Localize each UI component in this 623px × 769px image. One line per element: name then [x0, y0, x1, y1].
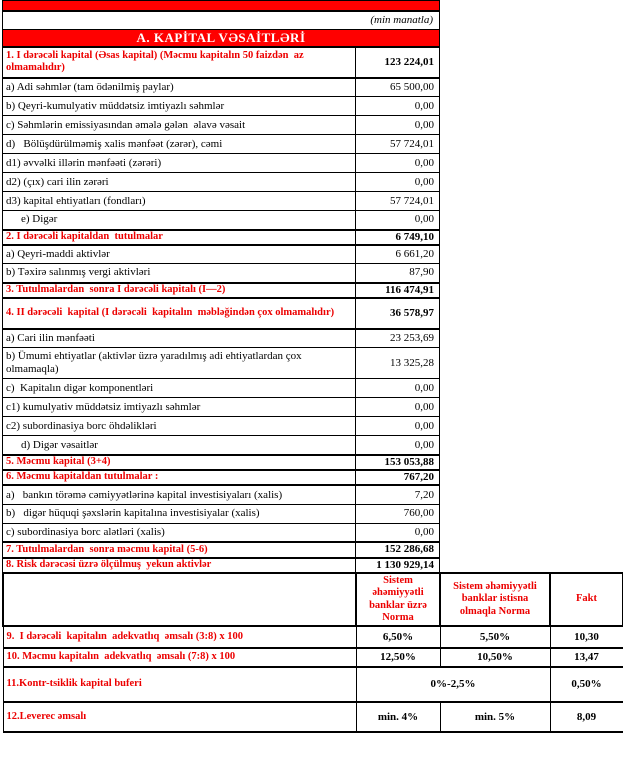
top-red-bar-cell [3, 1, 440, 11]
capital-row-value: 57 724,01 [356, 192, 440, 211]
capital-row-label: 4. II dərəcəli kapital (I dərəcəli kapitalın məbləğindən çox olmamalıdır) [3, 298, 356, 329]
capital-row-label: d) Digər vəsaitlər [3, 436, 356, 455]
ratio-row-value: 13,47 [550, 648, 623, 667]
ratio-row-label: 10. Məcmu kapitalın adekvatlıq əmsalı (7:8) x 100 [3, 648, 356, 667]
capital-row [3, 47, 440, 78]
capital-row-value: 6 661,20 [356, 245, 440, 264]
capital-row [3, 542, 440, 557]
capital-row-value: 0,00 [356, 523, 440, 542]
capital-row-value: 760,00 [356, 504, 440, 523]
capital-row [3, 192, 440, 211]
capital-row-value: 65 500,00 [356, 78, 440, 97]
ratio-row-value: 12,50% [356, 648, 440, 667]
capital-row [3, 245, 440, 264]
capital-row-value: 6 749,10 [356, 230, 440, 245]
capital-row-value: 13 325,28 [356, 348, 440, 379]
capital-row-value: 767,20 [356, 470, 440, 485]
capital-row-value: 0,00 [356, 398, 440, 417]
ratio-row-label: 11.Kontr-tsiklik kapital buferi [3, 667, 356, 702]
ratio-row-value: 10,50% [440, 648, 550, 667]
capital-row [3, 558, 440, 573]
capital-row-value: 0,00 [356, 379, 440, 398]
ratio-row-value: 8,09 [550, 702, 623, 732]
ratio-header-cell: Sistem əhəmiyyətli banklar istisna olmaqla Norma [440, 573, 550, 626]
capital-row [3, 348, 440, 379]
ratio-row-value: 0%-2,5% [356, 667, 550, 702]
capital-row-label: e) Digər [3, 211, 356, 230]
capital-row-label: 5. Məcmu kapital (3+4) [3, 455, 356, 470]
unit-note: (min manatla) [3, 11, 440, 30]
ratio-header-row [3, 573, 623, 626]
capital-row-label: b) Təxirə salınmış vergi aktivləri [3, 264, 356, 283]
unit-note-row [3, 11, 440, 30]
capital-row-value: 7,20 [356, 485, 440, 504]
ratio-table-head [3, 573, 623, 626]
capital-row-value: 0,00 [356, 436, 440, 455]
capital-row-label: d1) əvvəlki illərin mənfəəti (zərəri) [3, 154, 356, 173]
capital-row [3, 230, 440, 245]
capital-row [3, 116, 440, 135]
ratio-row-value: 5,50% [440, 626, 550, 648]
capital-row [3, 504, 440, 523]
capital-row-label: b) digər hüquqi şəxslərin kapitalına investisiyalar (xalis) [3, 504, 356, 523]
capital-row-label: c) Kapitalın digər komponentləri [3, 379, 356, 398]
capital-row-value: 116 474,91 [356, 283, 440, 298]
capital-row-label: a) Cari ilin mənfəəti [3, 329, 356, 348]
capital-row [3, 485, 440, 504]
capital-row [3, 329, 440, 348]
capital-row-value: 0,00 [356, 173, 440, 192]
ratio-row-label: 9. I dərəcəli kapitalın adekvatlıq əmsalı (3:8) x 100 [3, 626, 356, 648]
capital-row [3, 283, 440, 298]
capital-row [3, 78, 440, 97]
capital-row-value: 36 578,97 [356, 298, 440, 329]
capital-row [3, 417, 440, 436]
ratio-row [3, 648, 623, 667]
ratio-table-body [3, 626, 623, 732]
capital-row-label: d3) kapital ehtiyatları (fondları) [3, 192, 356, 211]
capital-row-label: c) Səhmlərin emissiyasından əmələ gələn əlavə vəsait [3, 116, 356, 135]
capital-row [3, 264, 440, 283]
capital-row-label: c) subordinasiya borc alətləri (xalis) [3, 523, 356, 542]
capital-row [3, 523, 440, 542]
capital-row-value: 153 053,88 [356, 455, 440, 470]
capital-row-label: 1. I dərəcəli kapital (Əsas kapital) (Məcmu kapitalın 50 faizdən az olmamalıdır) [3, 47, 356, 78]
capital-row [3, 154, 440, 173]
capital-row [3, 436, 440, 455]
capital-row-label: 2. I dərəcəli kapitaldan tutulmalar [3, 230, 356, 245]
ratio-row-value: 0,50% [550, 667, 623, 702]
capital-table [2, 0, 440, 574]
ratio-header-cell: Sistem əhəmiyyətli banklar üzrə Norma [356, 573, 440, 626]
capital-table-body [3, 47, 440, 573]
capital-row-value: 0,00 [356, 211, 440, 230]
ratio-row-value: 10,30 [550, 626, 623, 648]
capital-row [3, 97, 440, 116]
capital-row-value: 1 130 929,14 [356, 558, 440, 573]
capital-row-value: 0,00 [356, 417, 440, 436]
capital-row-label: d) Bölüşdürülməmiş xalis mənfəət (zərər), cəmi [3, 135, 356, 154]
capital-row [3, 455, 440, 470]
capital-row-label: 6. Məcmu kapitaldan tutulmalar : [3, 470, 356, 485]
capital-row-label: b) Ümumi ehtiyatlar (aktivlər üzrə yaradılmış adi ehtiyatlardan çox olmamaqla) [3, 348, 356, 379]
ratio-row-value: min. 5% [440, 702, 550, 732]
capital-row [3, 398, 440, 417]
top-red-bar [3, 1, 440, 11]
capital-row-value: 152 286,68 [356, 542, 440, 557]
capital-row-label: a) bankın törəmə cəmiyyətlərinə kapital investisiyaları (xalis) [3, 485, 356, 504]
section-banner-row [3, 30, 440, 47]
capital-row-value: 23 253,69 [356, 329, 440, 348]
capital-row-value: 0,00 [356, 97, 440, 116]
ratio-row-value: min. 4% [356, 702, 440, 732]
ratio-row-label: 12.Leverec əmsalı [3, 702, 356, 732]
capital-row [3, 298, 440, 329]
capital-row [3, 211, 440, 230]
capital-row-label: 7. Tutulmalardan sonra məcmu kapital (5-6) [3, 542, 356, 557]
capital-row-label: b) Qeyri-kumulyativ müddətsiz imtiyazlı səhmlər [3, 97, 356, 116]
ratio-header-cell: Fakt [550, 573, 623, 626]
capital-row-label: a) Adi səhmlər (tam ödənilmiş paylar) [3, 78, 356, 97]
capital-row-value: 0,00 [356, 154, 440, 173]
capital-row [3, 173, 440, 192]
section-title: A. KAPİTAL VƏSAİTLƏRİ [3, 30, 440, 47]
capital-row-value: 57 724,01 [356, 135, 440, 154]
capital-row-value: 0,00 [356, 116, 440, 135]
ratio-row [3, 702, 623, 732]
capital-row-value: 123 224,01 [356, 47, 440, 78]
ratio-table [2, 572, 623, 733]
capital-row-label: d2) (çıx) cari ilin zərəri [3, 173, 356, 192]
capital-report [2, 0, 623, 733]
capital-row-label: c2) subordinasiya borc öhdəlikləri [3, 417, 356, 436]
capital-row [3, 135, 440, 154]
ratio-header-empty [3, 573, 356, 626]
capital-row [3, 379, 440, 398]
capital-row-label: c1) kumulyativ müddətsiz imtiyazlı səhmlər [3, 398, 356, 417]
ratio-row [3, 626, 623, 648]
ratio-row [3, 667, 623, 702]
capital-row-label: a) Qeyri-maddi aktivlər [3, 245, 356, 264]
capital-row-value: 87,90 [356, 264, 440, 283]
capital-row-label: 3. Tutulmalardan sonra I dərəcəli kapitalı (I—2) [3, 283, 356, 298]
capital-row-label: 8. Risk dərəcəsi üzrə ölçülmuş yekun aktivlər [3, 558, 356, 573]
ratio-row-value: 6,50% [356, 626, 440, 648]
capital-row [3, 470, 440, 485]
